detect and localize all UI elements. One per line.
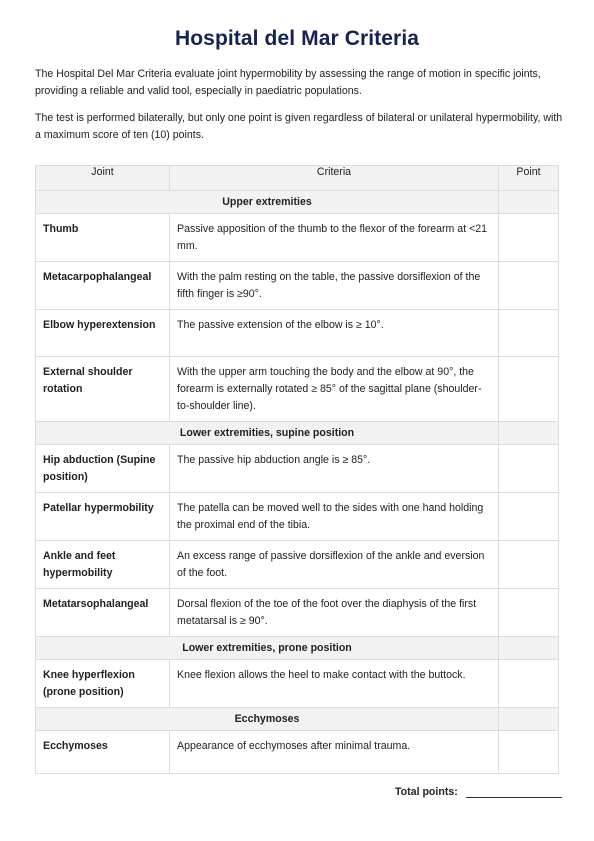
intro-paragraph: The Hospital Del Mar Criteria evaluate joint hypermobility by assessing the range of motion in specific joints, providing a reliable and valid tool, especially in paediatric populations. (35, 68, 541, 97)
section-row-lower-supine (36, 422, 559, 445)
criteria-cell: Dorsal flexion of the toe of the foot over the diaphysis of the first metatarsal is ≥ 90°. (170, 589, 499, 637)
header-point: Point (499, 166, 559, 191)
criteria-cell: Passive apposition of the thumb to the flexor of the forearm at <21 mm. (170, 214, 499, 262)
section-label: Upper extremities (36, 191, 499, 214)
section-point-cell (499, 422, 559, 445)
criteria-cell: An excess range of passive dorsiflexion of the ankle and eversion of the foot. (170, 541, 499, 589)
joint-cell: Thumb (36, 214, 170, 262)
header-criteria: Criteria (170, 166, 499, 191)
page-title: Hospital del Mar Criteria (174, 27, 420, 50)
joint-cell: Metacarpophalangeal (36, 262, 170, 310)
point-cell[interactable] (499, 214, 559, 262)
total-points-field[interactable] (466, 797, 562, 798)
criteria-cell: With the upper arm touching the body and the elbow at 90°, the forearm is externally rotated ≥ 85° of the sagittal plane (shoulder-to-shoulder line). (170, 357, 499, 422)
point-cell[interactable] (499, 493, 559, 541)
section-label: Lower extremities, supine position (36, 422, 499, 445)
header-joint: Joint (36, 166, 170, 191)
point-cell[interactable] (499, 660, 559, 708)
point-cell[interactable] (499, 731, 559, 774)
table-row (36, 445, 559, 493)
point-cell[interactable] (499, 262, 559, 310)
joint-cell: Metatarsophalangeal (36, 589, 170, 637)
section-point-cell (499, 708, 559, 731)
section-row-ecchymoses (36, 708, 559, 731)
section-row-lower-prone (36, 637, 559, 660)
section-point-cell (499, 637, 559, 660)
point-cell[interactable] (499, 541, 559, 589)
section-label: Lower extremities, prone position (36, 637, 499, 660)
total-points-label: Total points: (395, 786, 458, 798)
scoring-paragraph: The test is performed bilaterally, but only one point is given regardless of bilateral or unilateral hypermobility, with a maximum score of ten (10) points. (35, 112, 563, 141)
joint-cell: External shoulder rotation (36, 357, 170, 422)
point-cell[interactable] (499, 310, 559, 357)
point-cell[interactable] (499, 357, 559, 422)
joint-cell: Hip abduction (Supine position) (36, 445, 170, 493)
criteria-cell: Knee flexion allows the heel to make contact with the buttock. (170, 660, 499, 708)
table-row (36, 541, 559, 589)
table-row (36, 493, 559, 541)
table-row (36, 357, 559, 422)
section-point-cell (499, 191, 559, 214)
joint-cell: Ecchymoses (36, 731, 170, 774)
criteria-table (35, 165, 559, 774)
table-row (36, 262, 559, 310)
section-label: Ecchymoses (36, 708, 499, 731)
joint-cell: Knee hyperflexion (prone position) (36, 660, 170, 708)
point-cell[interactable] (499, 589, 559, 637)
table-row (36, 310, 559, 357)
criteria-cell: The patella can be moved well to the sides with one hand holding the proximal end of the tibia. (170, 493, 499, 541)
table-row (36, 731, 559, 774)
table-row (36, 589, 559, 637)
joint-cell: Ankle and feet hypermobility (36, 541, 170, 589)
point-cell[interactable] (499, 445, 559, 493)
criteria-cell: With the palm resting on the table, the passive dorsiflexion of the fifth finger is ≥90°. (170, 262, 499, 310)
joint-cell: Elbow hyperextension (36, 310, 170, 357)
table-row (36, 660, 559, 708)
table-row (36, 214, 559, 262)
criteria-cell: Appearance of ecchymoses after minimal trauma. (170, 731, 499, 774)
table-header-row (36, 166, 559, 191)
criteria-cell: The passive extension of the elbow is ≥ 10°. (170, 310, 499, 357)
section-row-upper (36, 191, 559, 214)
joint-cell: Patellar hypermobility (36, 493, 170, 541)
criteria-cell: The passive hip abduction angle is ≥ 85°. (170, 445, 499, 493)
